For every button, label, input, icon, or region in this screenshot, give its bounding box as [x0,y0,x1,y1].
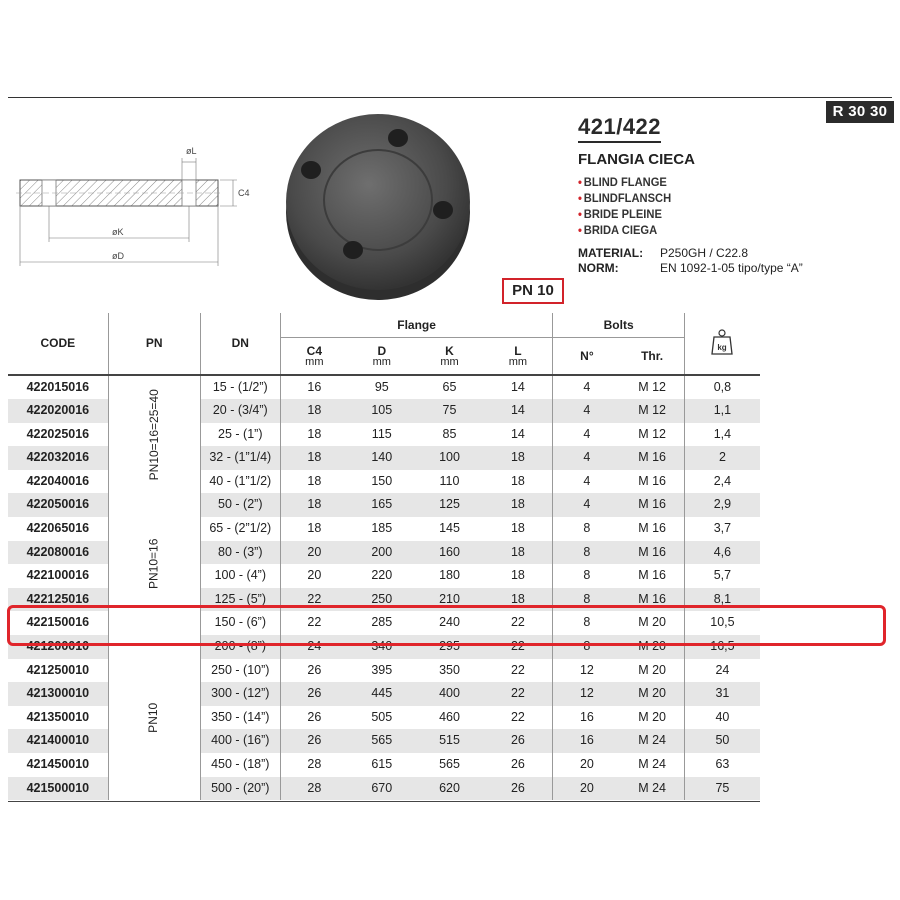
translation-de: • BLINDFLANSCH [578,191,672,205]
material-value: P250GH / C22.8 [660,246,749,260]
cell-bolt-count: 4 [583,426,591,441]
cell-thread: M 16 [620,446,684,470]
cell-thread: M 16 [620,517,684,541]
cell-d: 340 [348,635,416,659]
table-bottom-rule [8,801,760,802]
cell-d: 165 [348,493,416,517]
cell-k: 65 [442,379,457,394]
cell-l: 18 [483,493,553,517]
cell-thread: M 12 [620,375,684,400]
svg-text:kg: kg [717,342,728,352]
cell-bolt-count: 16 [579,709,594,724]
table-row [8,375,760,400]
cell-l: 22 [483,682,553,706]
cell-thread: M 24 [620,729,684,753]
cell-dn: 200 - (8”) [200,635,280,659]
header-d: D mm [348,338,416,375]
cell-weight: 63 [715,757,730,771]
cell-dn: 350 - (14”) [200,706,280,730]
cell-thread: M 12 [620,423,684,447]
cell-l: 22 [483,611,553,635]
cell-k: 100 [416,446,484,470]
cell-dn: 400 - (16”) [200,729,280,753]
cell-dn: 450 - (18”) [200,753,280,777]
cell-c4: 26 [280,682,348,706]
highlighted-row-outline [7,605,886,646]
cell-c4: 28 [280,777,348,801]
cell-dn: 250 - (10”) [200,659,280,683]
cell-code: 422020016 [8,399,108,423]
cell-weight: 2,4 [713,473,732,488]
pn-badge: PN 10 [502,278,564,304]
cell-d: 445 [348,682,416,706]
cell-c4: 22 [307,615,322,630]
cell-c4: 18 [307,473,322,488]
cell-c4: 20 [280,541,348,565]
cell-thread: M 20 [620,635,684,659]
cell-d: 220 [371,568,393,583]
cell-dn: 150 - (6”) [200,611,280,635]
header-dn: DN [200,313,280,375]
cell-l: 18 [483,446,553,470]
cell-weight: 16,5 [684,635,760,659]
cell-bolt-count: 20 [553,777,620,801]
cell-pn-group [108,635,200,800]
cell-code: 422065016 [8,517,108,541]
cell-code: 421500010 [8,777,108,801]
cell-dn: 32 - (1”1/4) [200,446,280,470]
cell-k: 180 [439,568,460,583]
cell-d: 565 [348,729,416,753]
cell-dn: 20 - (3/4”) [200,399,280,423]
cell-k: 350 [439,662,460,677]
table-row [8,493,760,517]
cell-code: 422040016 [8,470,108,494]
cell-weight: 40 [715,709,730,724]
cell-c4: 18 [307,426,322,441]
cell-weight: 50 [684,729,760,753]
cell-thread: M 16 [620,493,684,517]
cell-code: 422100016 [8,564,108,588]
cell-k: 145 [439,521,460,536]
ok-label: øK [112,227,124,237]
translation-es: • BRIDA CIEGA [578,223,658,237]
cell-code: 422025016 [8,423,108,447]
cell-d: 105 [348,399,416,423]
weight-icon [711,328,733,359]
od-label: øD [112,251,124,261]
cell-thread: M 20 [620,706,684,730]
cell-dn: 80 - (3”) [200,541,280,565]
header-l: L mm [483,338,553,375]
cell-bolt-count: 8 [553,588,620,612]
cell-dn: 50 - (2”) [200,493,280,517]
cell-d: 250 [348,588,416,612]
c4-label: C4 [238,188,250,198]
material-label: MATERIAL: [578,246,644,260]
cell-l: 18 [483,470,553,494]
header-thread: Thr. [620,338,684,375]
material-norm-block [578,246,803,276]
cell-code: 422150016 [8,611,108,635]
cell-k: 75 [416,399,484,423]
cell-weight: 5,7 [713,568,732,583]
cell-l: 26 [483,753,553,777]
cell-k: 460 [439,709,460,724]
cell-bolt-count: 8 [553,541,620,565]
cell-c4: 18 [280,399,348,423]
cell-bolt-count: 8 [583,615,591,630]
cell-bolt-count: 4 [553,399,620,423]
cell-bolt-count: 8 [583,521,591,536]
cell-weight: 0,8 [713,379,732,394]
header-bolts: Bolts [553,313,684,338]
cell-thread: M 16 [620,588,684,612]
product-name: FLANGIA CIECA [578,151,695,168]
cell-d: 615 [371,757,393,771]
cell-code: 421450010 [8,753,108,777]
cell-weight: 24 [715,662,730,677]
cell-d: 505 [371,709,393,724]
cell-code: 422125016 [8,588,108,612]
cell-bolt-count: 12 [579,662,594,677]
cell-c4: 18 [280,446,348,470]
reference-badge: R 30 30 [826,101,894,123]
cell-bolt-count: 4 [583,379,591,394]
cell-pn-group [108,375,200,494]
cell-code: 421300010 [8,682,108,706]
cell-k: 295 [416,635,484,659]
product-code: 421/422 [578,114,661,143]
product-translations [578,174,828,238]
cell-d: 285 [371,615,393,630]
cell-l: 18 [483,588,553,612]
cell-dn: 100 - (4”) [200,564,280,588]
cell-bolt-count: 8 [583,568,591,583]
cell-c4: 18 [280,493,348,517]
cell-bolt-count: 8 [553,635,620,659]
header-bolt-count: N° [553,338,620,375]
cell-weight: 8,1 [684,588,760,612]
cell-code: 421350010 [8,706,108,730]
cell-bolt-count: 4 [583,473,591,488]
cell-dn: 25 - (1”) [200,423,280,447]
cell-l: 18 [483,564,553,588]
cell-d: 185 [371,521,393,536]
cell-l: 22 [483,706,553,730]
spec-table-body [8,375,760,801]
cell-k: 565 [439,757,460,771]
cell-weight: 4,6 [684,541,760,565]
ol-label: øL [186,146,197,156]
cell-c4: 26 [307,662,322,677]
cell-thread: M 20 [620,659,684,683]
header-code: CODE [8,313,108,375]
pn-group-label: PN10=16=25=40 [146,388,161,481]
header-c4: C4 mm [280,338,348,375]
header-flange: Flange [280,313,553,338]
cell-l: 14 [483,399,553,423]
cell-d: 200 [348,541,416,565]
cell-k: 125 [416,493,484,517]
cell-bolt-count: 12 [553,682,620,706]
cell-bolt-count: 4 [553,493,620,517]
cell-code: 421250010 [8,659,108,683]
cell-c4: 20 [307,568,322,583]
spec-table [8,313,760,800]
cell-dn: 40 - (1”1/2) [200,470,280,494]
cell-code: 421200010 [8,635,108,659]
cell-dn: 500 - (20”) [200,777,280,801]
cell-bolt-count: 20 [579,757,594,771]
cell-thread: M 20 [620,682,684,706]
cell-dn: 125 - (5”) [200,588,280,612]
cell-d: 395 [371,662,393,677]
cell-k: 85 [442,426,457,441]
flange-section-drawing [12,138,252,278]
cell-bolt-count: 4 [553,446,620,470]
cell-l: 18 [483,541,553,565]
cell-thread: M 24 [620,777,684,801]
cell-weight: 31 [684,682,760,706]
cell-l: 26 [483,729,553,753]
cell-d: 95 [374,379,389,394]
cell-d: 140 [348,446,416,470]
cell-l: 22 [483,659,553,683]
cell-l: 14 [483,375,553,400]
cell-k: 210 [416,588,484,612]
pn-group-label: PN10=16 [146,539,161,590]
cell-weight: 1,4 [713,426,732,441]
header-k: K mm [416,338,484,375]
cell-weight: 2 [684,446,760,470]
cell-code: 422080016 [8,541,108,565]
cell-weight: 3,7 [713,521,732,536]
cell-d: 115 [371,426,392,441]
cell-c4: 22 [280,588,348,612]
norm-value: EN 1092-1-05 tipo/type “A” [660,261,803,275]
cell-code: 421400010 [8,729,108,753]
product-title-block [578,114,828,238]
cell-thread: M 16 [620,470,684,494]
cell-l: 14 [483,423,553,447]
norm-label: NORM: [578,261,619,275]
cell-dn: 15 - (1/2”) [200,375,280,400]
cell-dn: 300 - (12”) [200,682,280,706]
cell-d: 150 [371,473,393,488]
header-weight [684,313,760,375]
cell-k: 110 [439,473,460,488]
cell-bolt-count: 16 [553,729,620,753]
cell-c4: 16 [307,379,322,394]
cell-c4: 26 [307,709,322,724]
cell-weight: 75 [684,777,760,801]
cell-c4: 28 [307,757,322,771]
cell-c4: 26 [280,729,348,753]
cell-l: 22 [483,635,553,659]
cell-weight: 1,1 [684,399,760,423]
pn-group-label: PN10 [146,702,161,733]
translation-en: • BLIND FLANGE [578,175,667,189]
blind-flange-photo [278,100,478,300]
header-rule [8,97,892,98]
cell-k: 620 [416,777,484,801]
cell-c4: 24 [280,635,348,659]
cell-k: 240 [439,615,460,630]
cell-thread: M 16 [620,541,684,565]
cell-thread: M 12 [620,399,684,423]
cell-code: 422050016 [8,493,108,517]
cell-k: 515 [416,729,484,753]
header-pn: PN [108,313,200,375]
cell-c4: 18 [307,521,322,536]
cell-dn: 65 - (2”1/2) [200,517,280,541]
cell-thread: M 16 [620,564,684,588]
cell-l: 18 [483,517,553,541]
cell-d: 670 [348,777,416,801]
cell-weight: 2,9 [684,493,760,517]
cell-code: 422032016 [8,446,108,470]
cell-k: 160 [416,541,484,565]
cell-thread: M 24 [620,753,684,777]
cell-thread: M 20 [620,611,684,635]
cell-k: 400 [416,682,484,706]
translation-fr: • BRIDE PLEINE [578,207,662,221]
cell-weight: 10,5 [710,615,735,630]
cell-code: 422015016 [8,375,108,400]
cell-l: 26 [483,777,553,801]
